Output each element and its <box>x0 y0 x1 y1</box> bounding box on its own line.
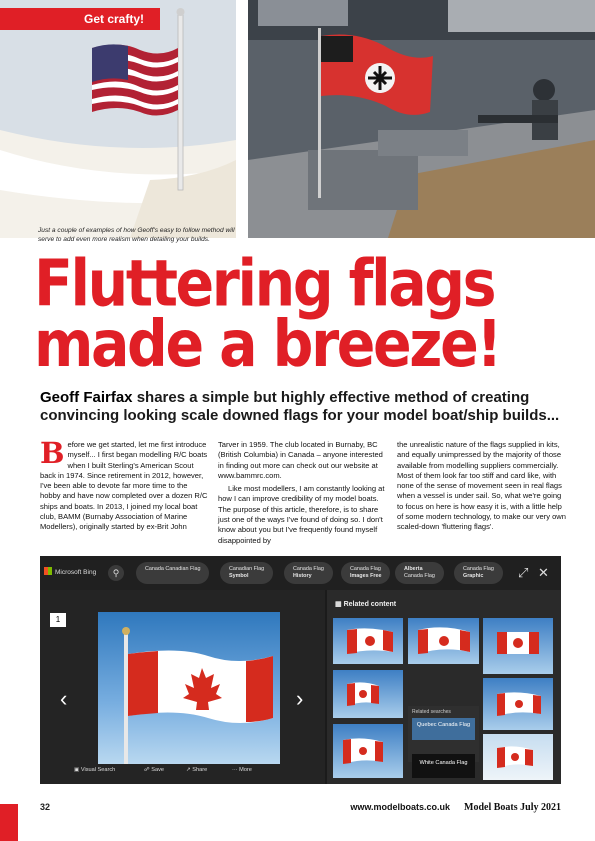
page-number: 32 <box>40 802 51 812</box>
website-url[interactable]: www.modelboats.co.uk <box>350 802 451 812</box>
magazine-issue: Model Boats July 2021 <box>464 802 561 813</box>
share-button[interactable]: ↗ Share <box>186 767 208 773</box>
related-thumbnail-1[interactable] <box>333 618 403 664</box>
related-content-panel <box>327 590 561 784</box>
col2-paragraph-2: Like most modellers, I am constantly looking at how I can improve credibility of my model boats. The purpose of this article, therefore, is to share just one of the ways I've found of doing so. I don't know about you but I've frequently found myself disappointed by <box>218 484 385 545</box>
photo-caption: Just a couple of examples of how Geoff's easy to follow method will serve to add even more realism when detailing your builds. <box>38 227 235 243</box>
related-thumbnail-2[interactable] <box>408 618 479 664</box>
related-search-quebec[interactable]: Quebec Canada Flag <box>412 718 475 740</box>
bing-header <box>40 556 561 590</box>
body-column-2 <box>218 440 388 549</box>
more-button[interactable]: ··· More <box>232 767 252 773</box>
us-flag-photo <box>0 0 236 238</box>
related-pill-1[interactable]: Canada Canadian Flag <box>136 562 209 584</box>
microsoft-logo-icon <box>44 567 52 575</box>
canada-flag-illustration <box>98 612 280 764</box>
headline <box>34 247 574 382</box>
dropcap: B <box>40 436 65 470</box>
section-tag: Get crafty! <box>0 8 160 30</box>
bing-screenshot <box>40 556 561 784</box>
standfirst-text: shares a simple but highly effective method of creating convincing looking scale downed flags for your model boat/ship builds... <box>40 389 560 424</box>
canada-flag-main-image[interactable] <box>98 612 280 764</box>
search-icon[interactable]: ⚲ <box>108 565 124 581</box>
related-thumbnail-3[interactable] <box>483 618 553 674</box>
related-pill-2[interactable]: Canadian Flag Symbol <box>220 562 273 584</box>
related-searches-title: Related searches <box>412 709 451 715</box>
related-thumbnail-4[interactable] <box>333 670 403 718</box>
related-thumbnail-7[interactable] <box>483 734 553 780</box>
visual-search-button[interactable]: ▣ Visual Search <box>74 767 116 773</box>
author-name: Geoff Fairfax <box>40 389 133 406</box>
us-flag-illustration <box>0 0 236 238</box>
image-counter: 1 <box>50 613 66 627</box>
col2-paragraph-1: Tarver in 1959. The club located in Burnaby, BC (British Columbia) in Canada – anyone interested in finding out more can check out our website at www.bammrc.com. <box>218 440 383 480</box>
headline-line1: Fluttering flags <box>34 247 495 322</box>
related-pill-3[interactable]: Canada Flag History <box>284 562 333 584</box>
footer-info <box>350 802 561 813</box>
related-content-title: ▦ Related content <box>335 601 397 608</box>
related-thumbnail-5[interactable] <box>483 678 553 730</box>
previous-arrow-icon[interactable]: ‹ <box>60 686 68 711</box>
related-pill-6[interactable]: Canada Flag Graphic <box>454 562 503 584</box>
body-column-3 <box>397 440 567 536</box>
bing-logo[interactable]: Microsoft Bing <box>44 567 96 576</box>
expand-icon[interactable]: ⤢ <box>518 565 529 580</box>
standfirst <box>40 389 570 424</box>
related-pill-4[interactable]: Canada Flag Images Free <box>341 562 390 584</box>
bing-viewer <box>40 590 325 784</box>
related-search-white[interactable]: White Canada Flag <box>412 754 475 778</box>
col1-paragraph: efore we get started, let me first introduce myself... I first began modelling R/C boats when I built Sterling's American Scout back in 1974. Since retirement in 2012, however, I've been able to devote far more time to the hobby and have now completed over a dozen R/C ships and boats. In 2013, I joined my local boat club, BAMM (Burnaby Association of Marine Modellers), originally started by ex-Brit John <box>40 440 208 532</box>
headline-line2: made a breeze! <box>34 307 500 382</box>
related-thumbnail-6[interactable] <box>333 724 403 778</box>
close-icon[interactable]: ✕ <box>538 565 549 580</box>
next-arrow-icon[interactable]: › <box>296 686 304 711</box>
ship-model-illustration <box>248 0 595 238</box>
related-pill-5[interactable]: Alberta Canada Flag <box>395 562 444 584</box>
save-button[interactable]: ☍ Save <box>144 767 164 773</box>
body-column-1 <box>40 436 210 536</box>
footer-accent-bar <box>0 804 18 841</box>
ship-model-photo <box>248 0 595 238</box>
col3-paragraph: the unrealistic nature of the flags supplied in kits, and equally unimpressed by the majority of those available from modelling suppliers commercially. Most of them look far too stiff and card like, with none of the sense of movement seen in real flags when a vessel is under sail. So, what we're going to focus on here is how easy it is, with a little help of some modern technology, to make our very own scaled-down 'fluttering flags'. <box>397 440 566 532</box>
